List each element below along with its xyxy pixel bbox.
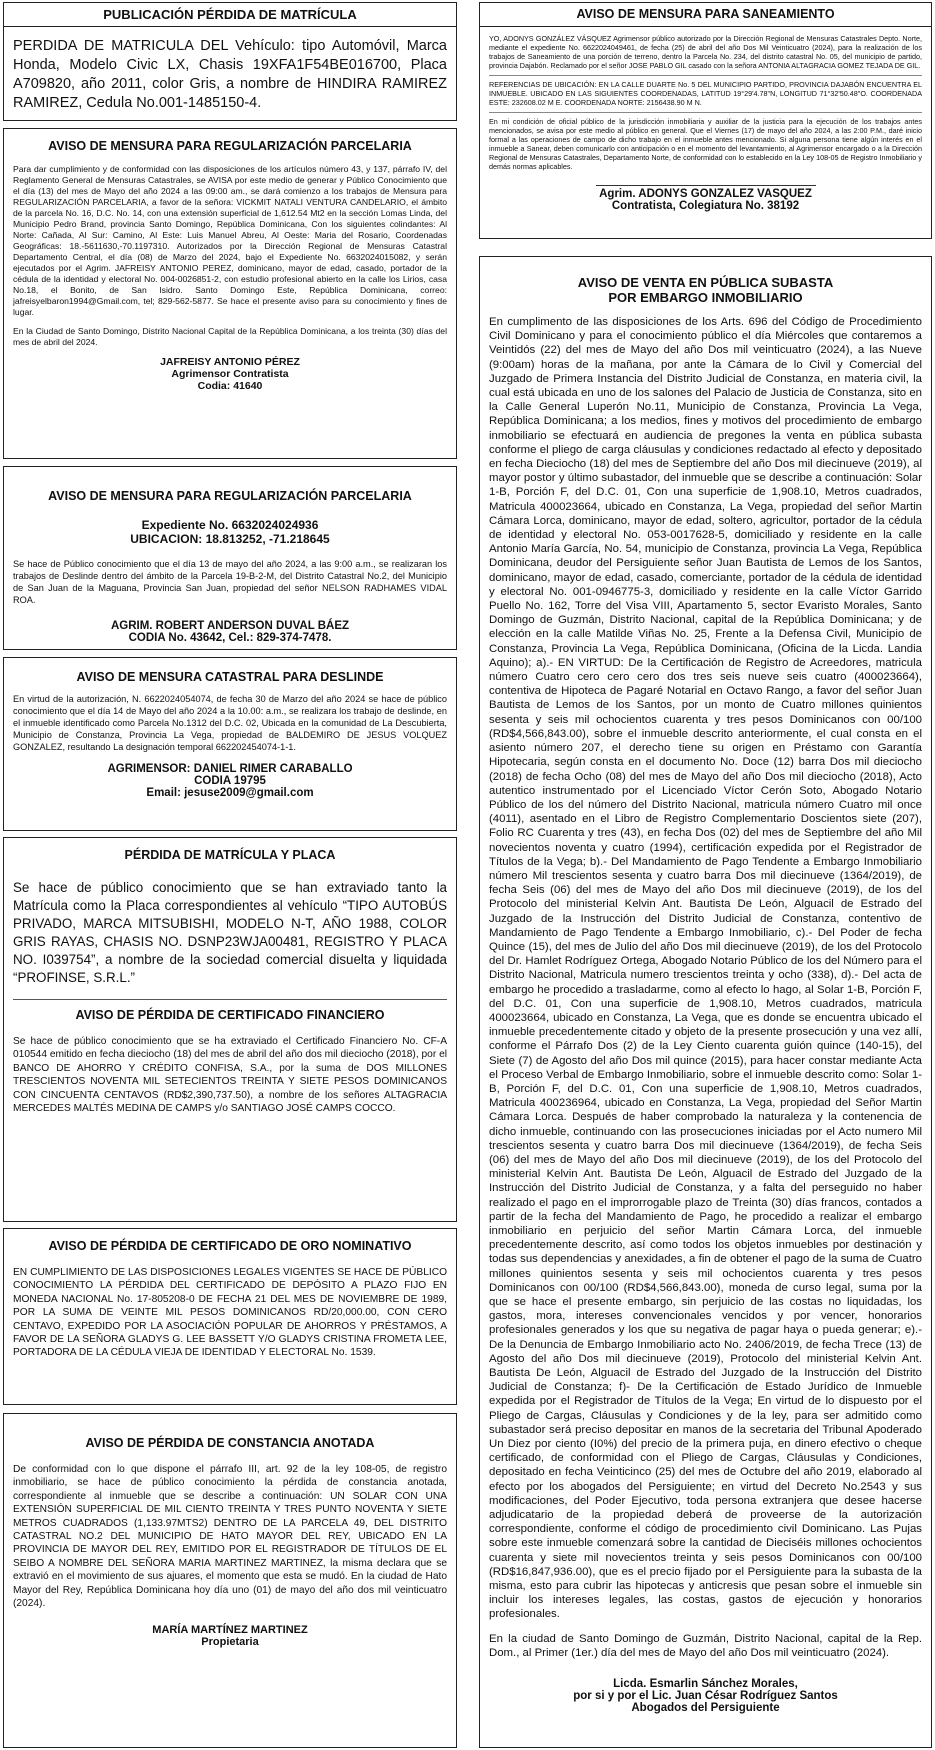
notice-title-certificado: AVISO DE PÉRDIDA DE CERTIFICADO FINANCIERO <box>75 1008 385 1022</box>
notice-body: PERDIDA DE MATRICULA DEL Vehículo: tipo Automóvil, Marca Honda, Modelo Civic LX, Chasis 19XFA1F54BE016700, Placa A709820, año 2011, color Gris, a nombre de HINDIRA RAMIREZ RAMIREZ, Cedula No.001-1485150-4. <box>13 38 447 111</box>
signature-name: JAFREISY ANTONIO PÉREZ <box>160 356 300 368</box>
signature-line-2: por si y por el Lic. Juan César Rodríguez Santos <box>573 1690 838 1703</box>
notice-title: PÉRDIDA DE MATRÍCULA Y PLACA <box>124 848 336 862</box>
signature-codia: CODIA 19795 <box>194 775 266 787</box>
notice-title: AVISO DE PÉRDIDA DE CERTIFICADO DE ORO NOMINATIVO <box>48 1239 412 1253</box>
notice-body: De conformidad con lo que dispone el párrafo III, art. 92 de la ley 108-05, de registro inmobiliario, se hace de público conocimiento la pérdida de constancia anotada, correspondiente al inmueble que se describe a continuación: UN SOLAR CON UNA EXTENSIÓN SUPERFICIAL DE MIL CIENTO TREINTA Y TRES PUNTO NOVENTA Y SIETE METROS CUADRADOS (1,133.97MTS2) DENTRO DE LA PARCELA 49, DEL DISTRITO CATASTRAL NO.2 DEL MUNICIPIO DE HATO MAYOR DEL REY, UBICADO EN LA PROVINCIA DE MAYOR DEL REY, EMITIDO POR EL REGISTRADOR DE TÍTULOS DE EL SEIBO A NOMBRE DEL SEÑORA MARIA MARTINEZ MARTINEZ, la misma declara que se extravió en el movimiento de sus ajuares, el momento que esta se mudó. En la ciudad de Hato Mayor del Rey, República Dominicana hoy día uno (01) de mayo del año dos mil veinticuatro (2024). <box>13 1464 447 1610</box>
notice-closing: En la Ciudad de Santo Domingo, Distrito Nacional Capital de la República Dominicana, a los treinta (30) días del mes de abril del 2024. <box>13 326 447 347</box>
signature-title: Contratista, Colegiatura No. 38192 <box>611 200 800 212</box>
notice-title: AVISO DE MENSURA PARA REGULARIZACIÓN PARCELARIA <box>48 489 412 503</box>
notice-p1: YO, ADONYS GONZÁLEZ VÁSQUEZ Agrimensor público autorizado por la Dirección Regional de Mensuras Catastrales Depto. Norte, mediante el expediente No. 6622024049461, de fecha (25) de abril del año Dos Mil Veinticuatro (2024), para la realización de los trabajos de Saneamiento de una porción de terreno, dentro la Parcela No. 234, del distrito catastral No. 05, del municipio de partido, provincia Dajabón. Reclamado por el señor JOSE PABLO GIL casado con la señora ANTONIA ALTAGRACIA GOMEZ TEJADA DE GIL. <box>489 34 922 70</box>
expediente: Expediente No. 6632024024936 <box>141 518 319 532</box>
notice-mensura-catastral <box>3 657 457 831</box>
notice-title-1: AVISO DE VENTA EN PÚBLICA SUBASTA <box>577 275 834 290</box>
notice-title-2: POR EMBARGO INMOBILIARIO <box>608 290 803 305</box>
notice-body-certificado: Se hace de público conocimiento que se ha extraviado el Certificado Financiero No. CF-A 010544 emitido en fecha dieciocho (18) del mes de abril del año dos mil dieciocho (2018), por el BANCO DE AHORRO Y CRÉDITO CONFISA, S.A., por la suma de DOS MILLONES TRESCIENTOS NOVENTA MIL SETECIENTOS TREINTA Y SIETE PESOS DOMINICANOS CON CINCUENTA CENTAVOS (RD$2,390,737.50), a nombre de los señores ALTAGRACIA MERCEDES MALTÉS MEDINA DE CAMPS y/o SANTIAGO JOSÉ CAMPS COCCO. <box>13 1036 447 1115</box>
notice-body: Se hace de público conocimiento que se han extraviado tanto la Matrícula como la Placa correspondientes al vehículo “TIPO AUTOBÚS PRIVADO, MARCA MITSUBISHI, MODELO N-T, AÑO 1988, COLOR GRIS RAYAS, CHASIS NO. DSNP23WJA00481, REGISTRO Y PLACA NO. I039754”, a nombre de la sociedad comercial disuelta y liquidada “PROFINSE, S.R.L.” <box>13 880 447 985</box>
notice-title: AVISO DE MENSURA PARA REGULARIZACIÓN PARCELARIA <box>48 139 412 153</box>
notice-title: AVISO DE MENSURA CATASTRAL PARA DESLINDE <box>76 670 384 684</box>
ubicacion: UBICACION: 18.813252, -71.218645 <box>130 532 330 546</box>
notice-perdida-placa <box>3 837 457 1222</box>
notice-title: AVISO DE MENSURA PARA SANEAMIENTO <box>480 3 931 27</box>
signature-title: Abogados del Persiguiente <box>631 1702 780 1715</box>
signature-codia: CODIA No. 43642, Cel.: 829-374-7478. <box>128 632 332 644</box>
notice-perdida-oro <box>3 1228 457 1405</box>
notice-mensura-regularizacion-1 <box>3 128 457 459</box>
signature-name: AGRIM. ROBERT ANDERSON DUVAL BÁEZ <box>110 620 350 632</box>
notice-perdida-matricula <box>3 2 457 121</box>
signature-email: Email: jesuse2009@gmail.com <box>146 787 314 799</box>
notice-body: Para dar cumplimiento y de conformidad con las disposiciones de los artículos número 43, y 137, párrafo IV, del Reglamento General de Mensuras Catastrales, se AVISA por este medio de generar y Público Conocimiento que el día (13) del mes de Mayo del año 2024 a las 09:00 am., se dará comienzo a los trabajos de Mensura para REGULARIZACIÓN PARCELARIA, a favor de la señora: VICKMIT NATALI VENTURA CANDELARIO, el ámbito de la parcela No. 16, D.C. No. 14, con una extensión superficial de 1,612.54 Mt2 en la sección Lomas Linda, del Municipio Pedro Brand, provincia Santo Domingo, República Dominicana, Con los siguientes colindantes: Al Norte: Cañada, Al Sur: Camino, Al Este: Luis Manuel Abreu, Al Oeste: Maria del Rosario, Coordenadas Geográficas: 18.-5611630,-70.1197310. Autorizados por la Dirección Regional de Mensuras Catastral Departamento Central, el día (08) de Marzo del 2024, bajo el Expediente No. 6632024015082, y serán ejecutados por el Agrim. JAFREISY ANTONIO PEREZ, dominicano, mayor de edad, casado, portador de la cédula de la identidad y electoral No. 004-0026851-2, con estudio profesional abierto en la calle los Lirios, casa No.18, el Bonito, de San Isidro. Santo Domingo Este, República Dominicana, correo: jafreisyelbaron1994@Gmail.com, tel; 829-562-5877. Se hace el presente aviso para su conocimiento y fines de lugar. <box>13 164 447 317</box>
notice-p2: REFERENCIAS DE UBICACIÓN: EN LA CALLE DUARTE No. 5 DEL MUNICIPIO PARTIDO, PROVINCIA DAJABÓN ENCUENTRA EL INMUEBLE. UBICADO EN LAS SIGUIENTES COORDENADAS, LATITUD 19°29'4.78"N, LONGITUD 71°32'50.48"O. COORDENADA ESTE: 232608.02 M E. COORDENADA NORTE: 2156438.90 M N. <box>489 80 922 107</box>
signature-title: Agrimensor Contratista <box>171 368 289 380</box>
notice-subasta <box>479 256 932 1748</box>
notice-title: AVISO DE PÉRDIDA DE CONSTANCIA ANOTADA <box>85 1436 375 1450</box>
signature-name: Agrim. ADONYS GONZALEZ VASQUEZ <box>599 188 812 200</box>
notice-mensura-regularizacion-2 <box>3 466 457 650</box>
signature-title: Propietaria <box>201 1636 259 1649</box>
notice-body: EN CUMPLIMIENTO DE LAS DISPOSICIONES LEGALES VIGENTES SE HACE DE PÚBLICO CONOCIMIENTO LA PÉRDIDA DEL CERTIFICADO DE DEPÓSITO A PLAZO FIJO EN MONEDA NACIONAL No. 17-805208-0 DE FECHA 21 DEL MES DE NOVIEMBRE DE 1989, POR LA SUMA DE VEINTE MIL PESOS DOMINICANOS RD/20,000.00, CON CERO CENTAVO, EXPEDIDO POR LA ASOCIACIÓN POPULAR DE AHORROS Y PRÉSTAMOS, A FAVOR DE LA SEÑORA GLADYS G. LEE BASSETT Y/O GLADYS CRISTINA FROMETA LEE, PORTADORA DE LA CÉDULA VIEJA DE IDENTIDAD Y ELECTORAL No. 1539. <box>13 1267 447 1359</box>
signature-codia: Codia: 41640 <box>197 380 263 392</box>
notice-saneamiento <box>479 2 932 239</box>
notice-closing: En la ciudad de Santo Domingo de Guzmán, Distrito Nacional, capital de la Rep. Dom., al Primer (1er.) día del mes de Mayo del año Dos mil veinticuatro (2024). <box>489 1632 922 1659</box>
signature-name: AGRIMENSOR: DANIEL RIMER CARABALLO <box>107 763 353 775</box>
notice-body: En virtud de la autorización, N. 6622024054074, de fecha 30 de Marzo del año 2024 se hace de público conocimiento que el día 14 de Mayo del año 2024 a la 10.00: a.m., se realizara los trabajo de deslinde, en el inmueble identificado como Parcela No.1312 del D.C. 02, Ubicada en la comunidad de La Descubierta, Municipio de Constanza, Provincia La Vega, propiedad de BALDEMIRO DE JESUS VOLQUEZ GONZALEZ, resultando La designación temporal 662202454074-1-1. <box>13 694 447 752</box>
signature-name: MARÍA MARTÍNEZ MARTINEZ <box>152 1624 308 1637</box>
notice-title: PUBLICACIÓN PÉRDIDA DE MATRÍCULA <box>4 3 456 27</box>
notice-body: Se hace de Público conocimiento que el día 13 de mayo del año 2024, a las 9:00 a.m., se realizaran los trabajos de Deslinde dentro del ámbito de la Parcela 19-B-2-M, del Distrito Catastral No.2, del Municipio de San Juan de la Maguana, Provincia San Juan, propiedad del señor NELSON RADHAMES VIDAL ROA. <box>13 559 447 605</box>
notice-p3: En mi condición de oficial público de la jurisdicción inmobiliaria y auxiliar de la justicia para la ejecución de los trabajos antes mencionados, se avisa por este medio al público en general. Que el Viernes (17) de mayo del año 2024, a las 2:00 P.M., daré inicio formal a las operaciones de campo de dicho trabajo en el inmueble antes mencionado. Si alguna persona tiene algún interés en el inmueble a Sanear, deben comunicarlo con anticipación o en el momento del levantamiento, al Agrimensor encargado o a la Dirección Regional de Mensuras Catastrales, Departamento Norte, de conformidad con lo establecido en la Ley 108-05 de Registro Inmobiliario y demás normas aplicables. <box>489 117 922 171</box>
notice-body: En cumplimento de las disposiciones de los Arts. 696 del Código de Procedimiento Civil Dominicano y para el conocimiento público el día Miércoles que contaremos a Veintidós (22) del mes de Mayo del año Dos mil veinticuatro (2024), a las Nueve (9:00am) horas de la mañana, por ante la Cámara de lo Civil y Comercial del Juzgado de Primera Instancia del Distrito Judicial de Constanza, en materia civil, la cual está ubicada en uno de los salones del Palacio de Justicia de Constanza, sito en la Calle General Luperón No.11, Municipio de Constanza, Provincia La Vega, República Dominicana; a los medios, fines y motivos del procedimiento de embargo inmobiliario se efectuará en audiencia de pregones la venta en pública subasta conforme el pliego de carga cláusulas y condiciones redactado al efecto y depositado en fecha Dieciocho (18) del mes de Septiembre del año Dos mil diecinueve (2019), al mayor postor y último subastador, del inmueble que se describe a continuación: Solar 1-B, Porción F, del D.C. 01, Con una superficie de 1,908.10, Metros cuadrados, Matricula 400023664, ubicado en Constanza, La Vega, propiedad del señor Martin Cámara Lorca, dominicano, mayor de edad, soltero, agricultor, portador de la cédula de identidad y electoral No. 053-0017628-5, domiciliado y residente en la calle Antonio María García, No. 54, municipio de Constanza, provincia La Vega, República Dominicana, deudor del Persiguiente señor Juan Bautista de Lemos de los Santos, dominicano, mayor de edad, casado, comerciante, portador de la cédula de identidad y electoral No. 001-0946775-3, domiciliado y residente en la calle Víctor Garrido Puello No. 162, Torre del Visa VIII, Apartamento 5, sector Evaristo Morales, Santo Domingo de Guzmán, Distrito Nacional, capital de la República Dominicana; y de elección en la calle Matilde Viñas No. 25, Frente a la Defensa Civil, Municipio de Constanza, Provincia La Vega, República Dominicana, (Oficina de la Licda. Landia Aquino); a).- EN VIRTUD: De la Certificación de Registro de Acreedores, matricula número Cuatro cero cero cero dos tres seis nueve seis cuatro (400023664), contentiva de Hipoteca de Pagaré Notarial en Octavo Rango, a favor del señor Juan Bautista de Lemos de los Santos, por un monto de Cuatro millones quinientos sesenta y seis mil ochocientos cuarenta y tres pesos Dominicanos con 00/100 (RD$4,566,843.00), sobre el inmueble descrito anteriormente, el cual consta en el asiento número 207, el derecho tiene su origen en Préstamo con Garantía Hipotecaria, según consta en el documento No. Doce (12) barra Dos mil dieciocho (2018) de fecha Ocho (08) del mes de Mayo del año Dos mil dieciocho (2018), Acto autentico instrumentado por el Licenciado Víctor Cerón Soto, Abogado Notario Público de los del número del Distrito Nacional, matricula número Cuatro mil once (4011), asentado en el Libro de Registro Complementario Doscientos siete (207), Folio RC Cuarenta y tres (43), en fecha Dos (02) del mes de Septiembre del año Mil novecientos noventa y cuatro (1994), certificación expedida por el Registrador de Títulos de la Vega; b).- Del Mandamiento de Pago Tendente a Embargo Inmobiliario número Mil trescientos sesenta y cuatro barra Dos mil diecinueve (1364/2019), de fecha Seis (06) del mes de Mayo del año Dos mil diecinueve (2019), de los del Protocolo del ministerial Kelvin Ant. Bautista De León, Alguacil de Estrado del Juzgado de la Instrucción del Distrito Judicial de Constanza, contentivo de Mandamiento de Pago Tendente a Embargo Inmobiliario, c).- Del Poder de fecha Quince (15), del mes de Julio del año Dos mil diecinueve (2019), de los del Protocolo del Dr. Hamlet Rodríguez Ortega, Abogado Notario Público de los del Número para el Distrito Nacional, Matricula numero trescientos treinta y ocho (338), d).- Del acta de embargo he procedido a trasladarme, como al efecto lo hago, al Solar 1-B, Porción F, del D.C. 01, Con una superficie de 1,908.10, Metros cuadrados, matricula 400023664, ubicado en Constanza, La Vega, que es donde se encuentra ubicado el inmueble precedentemente citado y objeto de la presente prosecución y una vez allí, conforme el Párrafo Dos (2) de la Ley Ciento cuarenta guión quince (140-15), del Siete (7) de Agosto del año Dos mil quince (2015), para hacer constar mediante Acta el Proceso Verbal de Embargo Inmobiliario, sobre el inmueble descrito como: Solar 1-B, Porción F, del D.C. 01, Con una superficie de 1,908.10, Metros cuadrados, Matricula 400236964, ubicado en Constanza, La Vega, propiedad del Señor Martin Cámara Lorca. Después de haber comprobado la naturaleza y la contenencia de dicho inmueble, continuando con las prosecuciones iniciadas por el Acto numero Mil trescientos sesenta y cuatro barra Dos mil diecinueve (1364/2019), de fecha Seis (06) del mes de Mayo del año Dos mil diecinueve (2019), de los del Protocolo del ministerial Kelvin Ant. Bautista De León, Alguacil de Estrado del Juzgado de la Instrucción del Distrito Judicial de Constanza, y a falta del perseguido no haber realizado el pago en el improrrogable plazo de Treinta (30) días francos, contados a partir de la fecha del Mandamiento de Pago, he procedido a realizar el embargo inmobiliario en perjuicio del señor Martin Cámara Lorca, del inmueble precedentemente descrito, así como todos los objetos inmuebles por destinación y todas sus dependencias y anexidades, a fin de obtener el pago de la suma de Cuatro millones quinientos sesenta y seis mil ochocientos cuarenta y tres pesos Dominicanos con 00/100 (RD$4,566,843.00), moneda de curso legal, suma por la que se hace el presente embargo, sin perjuicio de las costas no liquidadas, los gastos, mora, intereses convencionales vencidos y por vencer, honorarios profesionales generados y los que su negativa de pagar haya o pueda generar; e).- De la Denuncia de Embargo Inmobiliario acto No. 2406/2019, de fecha Trece (13) de Agosto del año Dos mil diecinueve (2019), Protocolo del ministerial Kelvin Ant. Bautista De León, Alguacil de Estrado del Juzgado de la Instrucción del Distrito Judicial de Constanza; f)- De la Certificación de Estado Jurídico de Inmueble expedida por el Registrador de Títulos de la Vega; En virtud de lo dispuesto por el Pliego de Cargas, Cláusulas y Condiciones y de la ley, para ser admitido como subastador será preciso depositar en manos de la secretaria del Tribunal Apoderado Un Diez por ciento (I0%) del precio de la primera puja, en dinero efectivo o cheque certificado, de conformidad con el Pliego de Cargas, Cláusulas y Condiciones, depositado en fecha Veinticinco (25) del mes de Octubre del año 2019, elaborado al efecto por los abogados del Persiguiente; en virtud del Decreto No.2543 y sus modificaciones, del Poder Ejecutivo, toda persona extranjera que desee hacerse adjudicatario de la propiedad deberá de proveerse de la autorización correspondiente, conforme el código de procedimiento civil Dominicano. Las Pujas sobre este inmueble comenzará sobre la cantidad de Dieciséis millones ochocientos cuarenta y siete mil novecientos treinta y seis pesos Dominicanos con 00/100 (RD$16,847,936.00), que es el precio fijado por el Persiguiente para la subasta de la misma, esto para cubrir las hipotecas y anticresis que pesan sobre el inmueble sin incluir los intereses legales, las costas, gastos de ejecución y honorarios profesionales. <box>489 316 922 1621</box>
notice-perdida-constancia <box>3 1413 457 1748</box>
signature-name: Licda. Esmarlin Sánchez Morales, <box>613 1678 798 1691</box>
